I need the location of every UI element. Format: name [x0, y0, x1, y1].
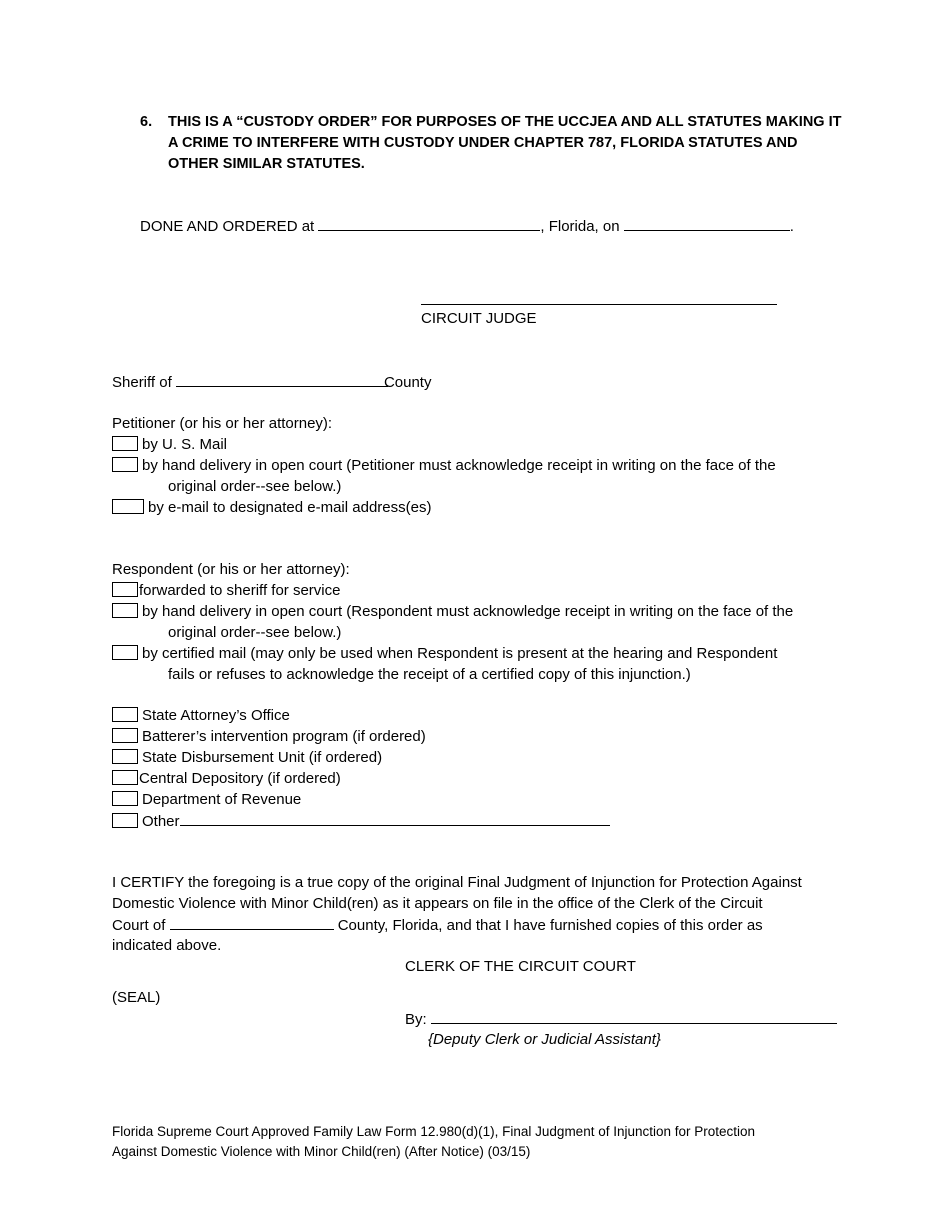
revenue-label: Department of Revenue: [142, 791, 302, 808]
certify-line-1: I CERTIFY the foregoing is a true copy of the original Final Judgment of Injunction for Protection Against: [112, 874, 802, 891]
done-prefix: DONE AND ORDERED at: [140, 218, 315, 235]
other-checkbox[interactable]: [112, 813, 138, 828]
footer-line-2: Against Domestic Violence with Minor Child(ren) (After Notice) (03/15): [112, 1144, 531, 1159]
recipient-central-depository: [112, 768, 341, 789]
respondent-option-hand: [112, 601, 793, 643]
footer-line-1: Florida Supreme Court Approved Family Law Form 12.980(d)(1), Final Judgment of Injunction for Protection: [112, 1124, 756, 1139]
sheriff-suffix: County: [383, 374, 432, 391]
sheriff-prefix: Sheriff of: [112, 374, 172, 391]
state-attorney-label: State Attorney’s Office: [142, 707, 290, 724]
respondent-sheriff-label: forwarded to sheriff for service: [139, 582, 341, 599]
done-and-ordered-line: [140, 215, 794, 237]
respondent-certified-label: by certified mail (may only be used when Respondent is present at the hearing and Respondent: [142, 645, 778, 662]
respondent-certified-checkbox[interactable]: [112, 645, 138, 660]
sheriff-county-field[interactable]: [176, 371, 388, 387]
certify-line-3: [112, 914, 763, 936]
other-field[interactable]: [180, 810, 610, 826]
clerk-title: CLERK OF THE CIRCUIT COURT: [405, 958, 636, 975]
respondent-hand-label-cont: original order--see below.): [168, 624, 342, 641]
clerk-by-label: By:: [405, 1011, 427, 1028]
done-date-field[interactable]: [624, 215, 790, 231]
certify-county-field[interactable]: [170, 914, 334, 930]
petitioner-hand-checkbox[interactable]: [112, 457, 138, 472]
batterer-program-label: Batterer’s intervention program (if ordered): [142, 728, 426, 745]
respondent-heading: Respondent (or his or her attorney):: [112, 561, 350, 578]
petitioner-option-hand: [112, 455, 776, 497]
certify-court-prefix: Court of: [112, 917, 166, 934]
central-depository-checkbox[interactable]: [112, 770, 138, 785]
respondent-option-certified: [112, 643, 777, 685]
seal-label: (SEAL): [112, 989, 161, 1006]
state-disbursement-checkbox[interactable]: [112, 749, 138, 764]
done-middle: , Florida, on: [540, 218, 620, 235]
other-label: Other: [142, 813, 180, 830]
petitioner-mail-checkbox[interactable]: [112, 436, 138, 451]
petitioner-mail-label: by U. S. Mail: [142, 436, 228, 453]
deputy-clerk-label: {Deputy Clerk or Judicial Assistant}: [428, 1031, 661, 1048]
judge-signature-line[interactable]: [421, 290, 777, 305]
recipient-state-attorney: [112, 705, 290, 726]
clerk-signature-field[interactable]: [431, 1008, 837, 1024]
sheriff-line: [112, 371, 431, 393]
petitioner-email-checkbox[interactable]: [112, 499, 144, 514]
respondent-option-sheriff: [112, 580, 340, 601]
respondent-hand-checkbox[interactable]: [112, 603, 138, 618]
respondent-certified-label-cont: fails or refuses to acknowledge the receipt of a certified copy of this injunction.): [168, 666, 691, 683]
certify-line-2: Domestic Violence with Minor Child(ren) as it appears on file in the office of the Clerk of the Circuit: [112, 895, 763, 912]
petitioner-option-email: [112, 497, 431, 518]
section-6-text: THIS IS A “CUSTODY ORDER” FOR PURPOSES OF THE UCCJEA AND ALL STATUTES MAKING IT A CRIME TO INTERFERE WITH CUSTODY UNDER CHAPTER 787, FLORIDA STATUTES AND OTHER SIMILAR STATUTES.: [168, 114, 842, 172]
revenue-checkbox[interactable]: [112, 791, 138, 806]
certify-line-4: indicated above.: [112, 937, 222, 954]
petitioner-option-mail: [112, 434, 227, 455]
batterer-program-checkbox[interactable]: [112, 728, 138, 743]
petitioner-heading: Petitioner (or his or her attorney):: [112, 415, 333, 432]
recipient-batterer-program: [112, 726, 426, 747]
state-disbursement-label: State Disbursement Unit (if ordered): [142, 749, 383, 766]
respondent-hand-label: by hand delivery in open court (Respondent must acknowledge receipt in writing on the face of the: [142, 603, 794, 620]
petitioner-hand-label: by hand delivery in open court (Petitioner must acknowledge receipt in writing on the face of the: [142, 457, 776, 474]
section-6-number: 6.: [140, 114, 153, 130]
done-location-field[interactable]: [318, 215, 540, 231]
petitioner-hand-label-cont: original order--see below.): [168, 478, 342, 495]
certify-court-suffix: County, Florida, and that I have furnished copies of this order as: [337, 917, 763, 934]
done-suffix: .: [789, 218, 794, 235]
central-depository-label: Central Depository (if ordered): [139, 770, 341, 787]
petitioner-email-label: by e-mail to designated e-mail address(es): [148, 499, 432, 516]
recipient-state-disbursement: [112, 747, 382, 768]
respondent-sheriff-checkbox[interactable]: [112, 582, 138, 597]
recipient-other: [112, 810, 610, 832]
recipient-revenue: [112, 789, 301, 810]
judge-label: CIRCUIT JUDGE: [421, 310, 537, 327]
state-attorney-checkbox[interactable]: [112, 707, 138, 722]
clerk-by-line: [405, 1008, 837, 1030]
